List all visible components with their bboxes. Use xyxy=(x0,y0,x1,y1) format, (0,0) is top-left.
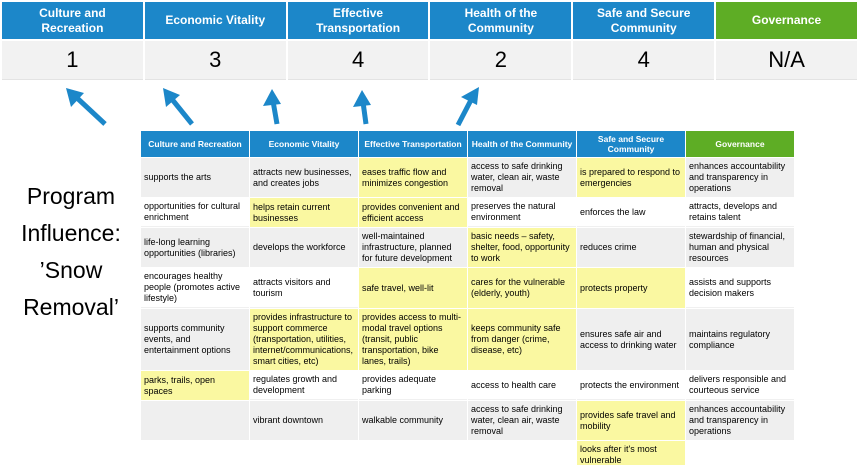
matrix-cell: attracts, develops and retains talent xyxy=(686,198,794,227)
summary-header-cell: Governance xyxy=(716,2,857,39)
matrix-cell xyxy=(141,441,249,465)
matrix-cell: attracts new businesses, and creates jobs xyxy=(250,158,358,197)
influence-matrix xyxy=(140,130,795,465)
summary-header-cell: Effective Transportation xyxy=(288,2,429,39)
matrix-cell: protects property xyxy=(577,268,685,308)
matrix-header-cell: Economic Vitality xyxy=(250,131,358,157)
matrix-cell: vibrant downtown xyxy=(250,401,358,440)
matrix-header-cell: Effective Transportation xyxy=(359,131,467,157)
up-arrow xyxy=(353,90,371,124)
matrix-cell xyxy=(250,441,358,465)
summary-header-cell: Health of the Community xyxy=(430,2,571,39)
up-arrow xyxy=(458,87,479,125)
matrix-cell: provides adequate parking xyxy=(359,371,467,400)
summary-bar xyxy=(2,2,857,80)
matrix-cell: walkable community xyxy=(359,401,467,440)
matrix-cell: develops the workforce xyxy=(250,228,358,267)
matrix-row xyxy=(141,401,794,440)
matrix-cell: attracts visitors and tourism xyxy=(250,268,358,308)
matrix-row xyxy=(141,371,794,400)
matrix-row xyxy=(141,441,794,465)
up-arrow xyxy=(66,88,105,124)
matrix-row xyxy=(141,158,794,197)
matrix-cell: well-maintained infrastructure, planned for future development xyxy=(359,228,467,267)
matrix-header-cell: Safe and Secure Community xyxy=(577,131,685,157)
matrix-header-cell: Governance xyxy=(686,131,794,157)
matrix-cell: maintains regulatory compliance xyxy=(686,309,794,370)
matrix-cell: access to safe drinking water, clean air, waste removal xyxy=(468,158,576,197)
matrix-cell: is prepared to respond to emergencies xyxy=(577,158,685,197)
matrix-cell: supports community events, and entertainment options xyxy=(141,309,249,370)
summary-score-cell: 4 xyxy=(288,41,429,80)
matrix-cell: helps retain current businesses xyxy=(250,198,358,227)
matrix-row xyxy=(141,268,794,308)
summary-header-row xyxy=(2,2,857,39)
summary-header-cell: Economic Vitality xyxy=(145,2,286,39)
matrix-header-row xyxy=(141,131,794,157)
summary-score-cell: 3 xyxy=(145,41,286,80)
matrix-cell: provides safe travel and mobility xyxy=(577,401,685,440)
matrix-cell: access to safe drinking water, clean air, waste removal xyxy=(468,401,576,440)
summary-header-cell: Safe and Secure Community xyxy=(573,2,714,39)
matrix-row xyxy=(141,309,794,370)
matrix-cell: stewardship of financial, human and physical resources xyxy=(686,228,794,267)
matrix-cell: ensures safe air and access to drinking water xyxy=(577,309,685,370)
summary-header-cell: Culture and Recreation xyxy=(2,2,143,39)
arrows-graphic xyxy=(0,80,859,130)
matrix-header-cell: Health of the Community xyxy=(468,131,576,157)
matrix-cell xyxy=(686,441,794,465)
matrix-row xyxy=(141,228,794,267)
matrix-cell xyxy=(141,401,249,440)
matrix-cell: reduces crime xyxy=(577,228,685,267)
matrix-cell: opportunities for cultural enrichment xyxy=(141,198,249,227)
matrix-cell: encourages healthy people (promotes active lifestyle) xyxy=(141,268,249,308)
matrix-body xyxy=(141,158,794,465)
summary-score-cell: N/A xyxy=(716,41,857,80)
summary-score-cell: 2 xyxy=(430,41,571,80)
matrix-cell: protects the environment xyxy=(577,371,685,400)
up-arrow xyxy=(263,89,281,124)
matrix-cell: eases traffic flow and minimizes congestion xyxy=(359,158,467,197)
matrix-cell: assists and supports decision makers xyxy=(686,268,794,308)
matrix-cell: looks after it's most vulnerable xyxy=(577,441,685,465)
matrix-cell: provides access to multi-modal travel options (transit, public transportation, bike lanes, trails) xyxy=(359,309,467,370)
matrix-cell: keeps community safe from danger (crime, disease, etc) xyxy=(468,309,576,370)
matrix-cell: provides convenient and efficient access xyxy=(359,198,467,227)
matrix-cell: enforces the law xyxy=(577,198,685,227)
matrix-cell: cares for the vulnerable (elderly, youth) xyxy=(468,268,576,308)
summary-score-row xyxy=(2,41,857,80)
matrix-cell: regulates growth and development xyxy=(250,371,358,400)
up-arrow xyxy=(163,88,192,124)
matrix-cell: enhances accountability and transparency in operations xyxy=(686,401,794,440)
matrix-cell: delivers responsible and courteous service xyxy=(686,371,794,400)
summary-score-cell: 4 xyxy=(573,41,714,80)
matrix-cell: supports the arts xyxy=(141,158,249,197)
matrix-cell: life-long learning opportunities (libraries) xyxy=(141,228,249,267)
matrix-cell xyxy=(359,441,467,465)
matrix-cell xyxy=(468,441,576,465)
program-influence-label: Program Influence: ’Snow Removal’ xyxy=(21,183,121,320)
matrix-row xyxy=(141,198,794,227)
matrix-cell: enhances accountability and transparency in operations xyxy=(686,158,794,197)
matrix-header-cell: Culture and Recreation xyxy=(141,131,249,157)
matrix-cell: safe travel, well-lit xyxy=(359,268,467,308)
matrix-cell: parks, trails, open spaces xyxy=(141,371,249,400)
summary-score-cell: 1 xyxy=(2,41,143,80)
matrix-cell: basic needs – safety, shelter, food, opportunity to work xyxy=(468,228,576,267)
matrix-cell: access to health care xyxy=(468,371,576,400)
matrix-cell: preserves the natural environment xyxy=(468,198,576,227)
matrix-cell: provides infrastructure to support commerce (transportation, utilities, internet/communications, smart cities, etc) xyxy=(250,309,358,370)
